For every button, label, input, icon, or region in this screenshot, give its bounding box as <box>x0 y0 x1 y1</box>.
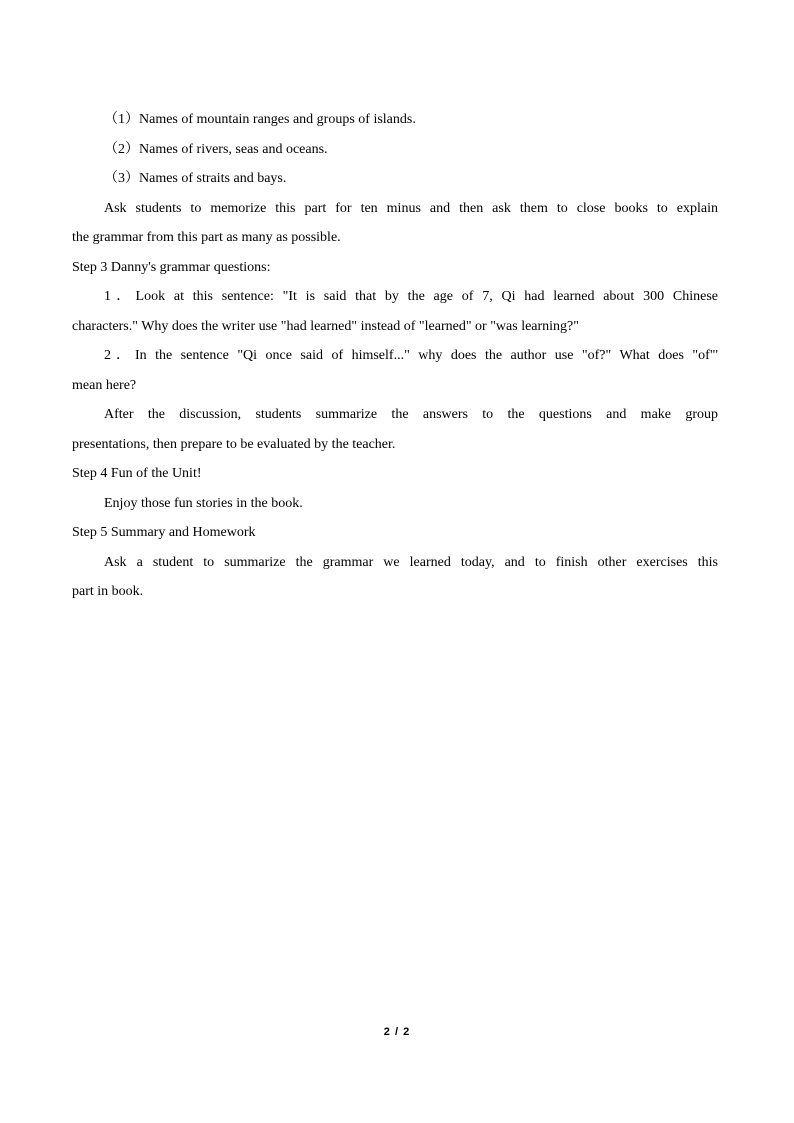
step3-heading: Step 3 Danny's grammar questions: <box>72 259 271 275</box>
question-1-line-1: 1．Look at this sentence: "It is said that by the age of 7, Qi had learned about 300 Chinese <box>104 289 718 304</box>
question-2-line-2: mean here? <box>72 377 137 393</box>
step5-heading: Step 5 Summary and Homework <box>72 525 256 540</box>
memorize-paragraph-line-1: Ask students to memorize this part for ten minus and then ask them to close books to explain <box>104 200 718 216</box>
homework-paragraph-line-2: part in book. <box>72 584 144 599</box>
step4-heading: Step 4 Fun of the Unit! <box>72 466 202 481</box>
memorize-paragraph-line-2: the grammar from this part as many as possible. <box>72 230 341 245</box>
question-2-line-1: 2．In the sentence "Qi once said of himself..." why does the author use "of?" What does "of"' <box>104 348 718 363</box>
list-item-straits: （3）Names of straits and bays. <box>104 171 287 186</box>
discussion-paragraph-line-1: After the discussion, students summarize the answers to the questions and make group <box>104 407 718 422</box>
homework-paragraph-line-1: Ask a student to summarize the grammar we learned today, and to finish other exercises this <box>104 554 718 570</box>
step4-body: Enjoy those fun stories in the book. <box>104 495 303 511</box>
discussion-paragraph-line-2: presentations, then prepare to be evaluated by the teacher. <box>72 436 396 452</box>
list-item-rivers: （2）Names of rivers, seas and oceans. <box>104 141 328 157</box>
page-number: 2 / 2 <box>383 1026 411 1038</box>
document-body <box>72 105 718 607</box>
list-item-mountains: （1）Names of mountain ranges and groups of islands. <box>104 112 416 127</box>
question-1-line-2: characters." Why does the writer use "had learned" instead of "learned" or "was learning?" <box>72 318 579 334</box>
